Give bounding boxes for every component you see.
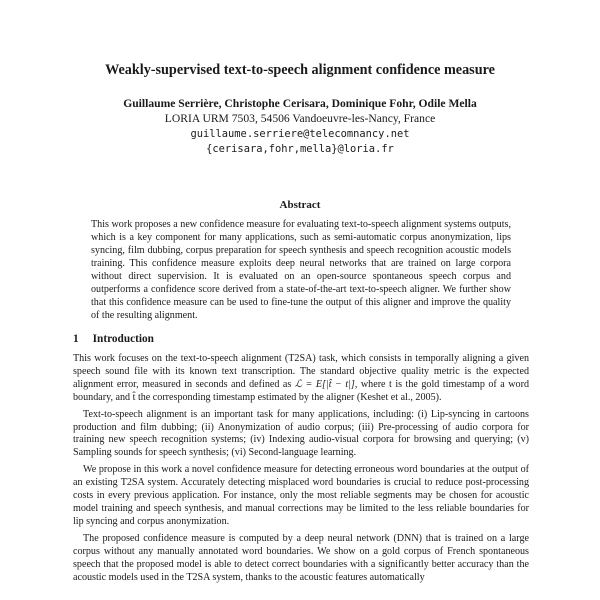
paragraph: The proposed confidence measure is computed by a deep neural network (DNN) that is trained on a large corpus without any manually annotated word boundaries. We show on a gold corpus of French spontaneous speech that the proposed model is able to detect correct boundaries with a significantly better accuracy than the acoustic models used in the T2SA system, thanks to the acoustic features automatically [73, 532, 529, 583]
affiliation: LORIA URM 7503, 54506 Vandoeuvre-les-Nancy, France [164, 112, 436, 125]
introduction-body [73, 353, 529, 588]
author-list: Guillaume Serrière, Christophe Cerisara, Dominique Fohr, Odile Mella [123, 97, 477, 110]
paragraph: Text-to-speech alignment is an important task for many applications, including: (i) Lip-syncing in cartoons production and film dubbing; (ii) Anonymization of audio corpus; (iii) Pre-processing of audio corpora for training new speech recognition systems; (iv) Indexing audio-visual corpora for browsing and querying; (v) Sampling sounds for speech synthesis; (vi) Second-language learning. [73, 408, 529, 459]
section-number: 1 [73, 333, 79, 345]
paper-title: Weakly-supervised text-to-speech alignment confidence measure [105, 62, 495, 78]
abstract-text: This work proposes a new confidence measure for evaluating text-to-speech alignment systems outputs, which is a key component for many applications, such as semi-automatic corpus anonymization, lips syncing, film dubbing, corpus preparation for speech synthesis and speech recognition acoustic models training. This confidence measure exploits deep neural networks that are trained on large corpora without direct supervision. It is evaluated on an open-source spontaneous speech corpus and outperforms a confidence score derived from a state-of-the-art text-to-speech aligner. We further show that this confidence measure can be used to fine-tune the output of this aligner and improve the quality of the resulting alignment. [91, 219, 511, 321]
paragraph-text: This work focuses on the text-to-speech alignment (T2SA) task, which consists in temporally aligning a given speech sound file with its known text transcription. The standard objective quality metric is the expected alignment error, measured in seconds and defined as [73, 353, 529, 390]
paragraph [73, 353, 529, 405]
paragraph: We propose in this work a novel confidence measure for detecting erroneous word boundaries at the output of an existing T2SA system. Accurately detecting misplaced word boundaries is crucial to reduce post-processing costs in every previous application. For instance, only the most reliable segments may be chosen for acoustic model training and speech synthesis, and manual corrections may be limited to the less reliable boundaries for lip syncing and corpus anonymization. [73, 464, 529, 527]
math-expression: ℒ = E[|t̂ − t|] [294, 378, 355, 390]
section-heading-introduction [73, 333, 154, 345]
author-email-primary: guillaume.serriere@telecomnancy.net [190, 128, 410, 140]
paragraph-text: , where t is the gold timestamp of a word boundary, and t̂ the corresponding timestamp estimated by the aligner (Keshet et al., 2005). [73, 378, 530, 403]
section-title: Introduction [92, 333, 154, 345]
author-email-group: {cerisara,fohr,mella}@loria.fr [206, 143, 394, 155]
abstract-heading: Abstract [279, 199, 321, 211]
